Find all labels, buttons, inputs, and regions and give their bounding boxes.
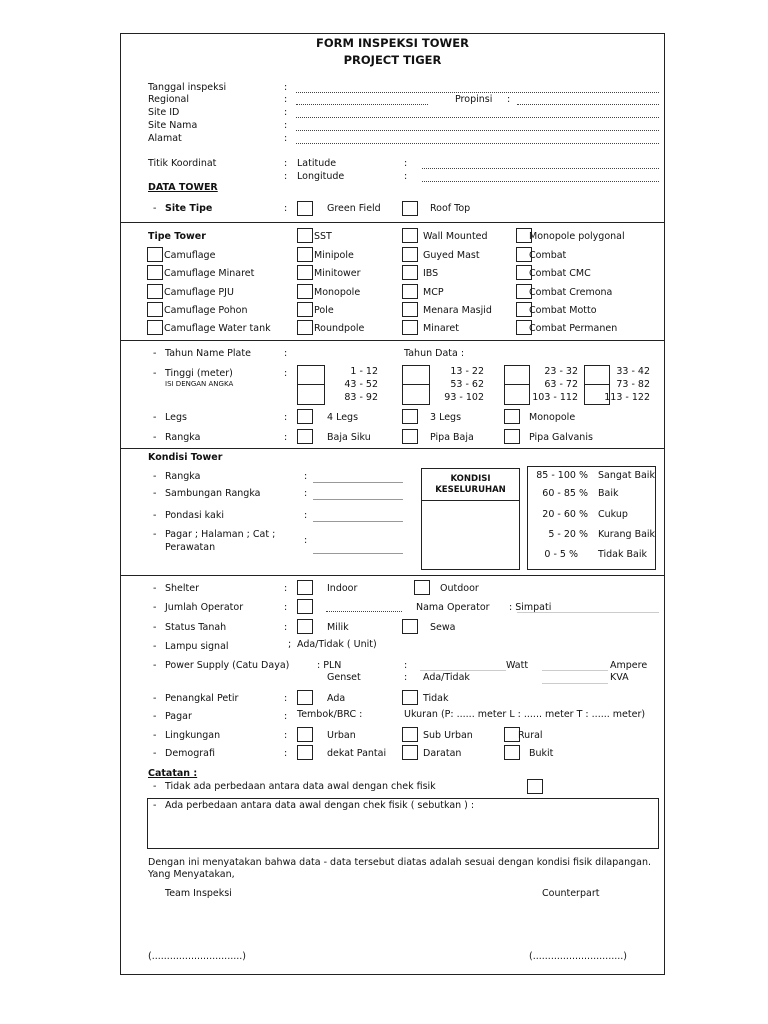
dash: -	[153, 583, 157, 594]
type-label: Guyed Mast	[423, 250, 480, 261]
site-nama-field[interactable]	[296, 130, 659, 131]
scale-range: 20 - 60 %	[542, 509, 588, 520]
daratan-label: Daratan	[423, 748, 462, 759]
longitude-label: Longitude	[297, 171, 345, 182]
jumlah-operator-field[interactable]	[326, 611, 402, 612]
colon: :	[284, 583, 288, 594]
colon: :	[284, 348, 288, 359]
divider	[120, 575, 665, 576]
type-label: IBS	[423, 268, 439, 279]
legs-4-checkbox[interactable]	[297, 409, 313, 424]
colon: :	[404, 158, 408, 169]
signature-team[interactable]: (..............................)	[148, 951, 247, 962]
colon: :	[284, 171, 288, 182]
scale-range: 5 - 20 %	[548, 529, 588, 540]
tinggi-box-2[interactable]	[402, 365, 430, 405]
catatan-heading: Catatan :	[148, 768, 198, 779]
type-label: Camuflage Pohon	[164, 305, 248, 316]
bukit-label: Bukit	[529, 748, 554, 759]
dash: -	[153, 748, 157, 759]
baja-siku-checkbox[interactable]	[297, 429, 313, 444]
colon: :	[284, 432, 288, 443]
colon: :	[507, 94, 511, 105]
urban-checkbox[interactable]	[297, 727, 313, 742]
type-label: MCP	[423, 287, 444, 298]
pln-watt-field[interactable]	[420, 670, 506, 671]
dash: -	[153, 660, 157, 671]
site-tipe-label: Site Tipe	[165, 203, 213, 214]
ampere-label: Ampere	[610, 660, 648, 671]
type-checkbox[interactable]	[297, 247, 313, 262]
scale-label: Cukup	[598, 509, 628, 520]
legs-label: Legs	[165, 412, 187, 423]
divider	[120, 222, 665, 223]
petir-tidak-checkbox[interactable]	[402, 690, 418, 705]
rangka-field[interactable]	[313, 482, 403, 483]
shelter-label: Shelter	[165, 583, 200, 594]
type-checkbox[interactable]	[147, 247, 163, 262]
dash: -	[153, 510, 157, 521]
colon: :	[284, 107, 288, 118]
type-checkbox[interactable]	[402, 284, 418, 299]
genset-value: Ada/Tidak	[423, 672, 470, 683]
range-label: 1 - 12	[350, 366, 378, 377]
status-tanah-label: Status Tanah	[165, 622, 227, 633]
type-label: Camuflage PJU	[164, 287, 234, 298]
sewa-label: Sewa	[430, 622, 456, 633]
type-label: Pole	[314, 305, 334, 316]
legs-option: 4 Legs	[327, 412, 359, 423]
tembok-label: Tembok/BRC :	[297, 709, 363, 720]
sub-urban-checkbox[interactable]	[402, 727, 418, 742]
colon: :	[284, 602, 288, 613]
colon: :	[404, 672, 408, 683]
site-id-field[interactable]	[296, 117, 659, 118]
type-checkbox[interactable]	[297, 302, 313, 317]
indoor-label: Indoor	[327, 583, 358, 594]
pantai-checkbox[interactable]	[297, 745, 313, 760]
dash: -	[153, 471, 157, 482]
range-label: 23 - 32	[544, 366, 578, 377]
lingkungan-label: Lingkungan	[165, 730, 221, 741]
range-label: 113 - 122	[604, 392, 650, 403]
colon: :	[284, 622, 288, 633]
tidak-label: Tidak	[423, 693, 449, 704]
jumlah-operator-label: Jumlah Operator	[165, 602, 244, 613]
no-difference-checkbox[interactable]	[527, 779, 543, 794]
pagar-field[interactable]	[313, 553, 403, 554]
colon: :	[284, 412, 288, 423]
jumlah-operator-box[interactable]	[297, 599, 313, 614]
colon: ;	[288, 639, 292, 650]
divider	[297, 384, 325, 385]
type-label: Combat CMC	[529, 268, 591, 279]
tipe-tower-heading: Tipe Tower	[148, 231, 206, 242]
range-label: 53 - 62	[450, 379, 484, 390]
tanggal-field[interactable]	[296, 92, 659, 93]
lampu-label: Lampu signal	[165, 641, 229, 652]
kva-label: KVA	[610, 672, 629, 683]
dash: -	[153, 432, 157, 443]
type-label: Camuflage	[164, 250, 216, 261]
propinsi-field[interactable]	[517, 104, 659, 105]
type-label: Combat	[529, 250, 567, 261]
propinsi-label: Propinsi	[455, 94, 493, 105]
milik-label: Milik	[327, 622, 349, 633]
type-label: Menara Masjid	[423, 305, 492, 316]
type-checkbox[interactable]	[147, 284, 163, 299]
green-field-checkbox[interactable]	[297, 201, 313, 216]
operator-field[interactable]	[517, 612, 659, 613]
dash: -	[153, 529, 157, 540]
type-label: Camuflage Water tank	[164, 323, 271, 334]
colon: :	[304, 488, 308, 499]
data-tower-heading: DATA TOWER	[148, 182, 218, 193]
scale-label: Sangat Baik	[598, 470, 655, 481]
range-label: 13 - 22	[450, 366, 484, 377]
alamat-label: Alamat	[148, 133, 182, 144]
petir-label: Penangkal Petir	[165, 693, 239, 704]
type-label: Combat Motto	[529, 305, 597, 316]
team-inspeksi-label: Team Inspeksi	[165, 888, 232, 899]
demografi-label: Demografi	[165, 748, 215, 759]
pln-label: : PLN	[317, 660, 342, 671]
rangka-label: Rangka	[165, 432, 201, 443]
type-label: Combat Cremona	[529, 287, 613, 298]
dash: -	[153, 693, 157, 704]
rangka-option: Pipa Baja	[430, 432, 474, 443]
ukuran-label: Ukuran (P: ...... meter L : ...... meter T : ...... meter)	[404, 709, 646, 720]
type-label: Minitower	[314, 268, 361, 279]
outdoor-label: Outdoor	[440, 583, 479, 594]
project-title: PROJECT TIGER	[343, 53, 442, 67]
pagar-label: Pagar	[165, 711, 192, 722]
colon: :	[284, 133, 288, 144]
rural-label: Rural	[518, 730, 543, 741]
colon: :	[304, 471, 308, 482]
petir-ada-checkbox[interactable]	[297, 690, 313, 705]
dash: -	[153, 368, 157, 379]
alamat-field[interactable]	[296, 143, 659, 144]
catatan-line1: Tidak ada perbedaan antara data awal dengan chek fisik	[165, 781, 436, 792]
colon: :	[304, 510, 308, 521]
dash: -	[153, 203, 157, 214]
type-checkbox[interactable]	[147, 320, 163, 335]
tinggi-box-3[interactable]	[504, 365, 530, 405]
legs-option: 3 Legs	[430, 412, 462, 423]
catatan-line2: Ada perbedaan antara data awal dengan chek fisik ( sebutkan ) :	[165, 800, 475, 811]
milik-checkbox[interactable]	[297, 619, 313, 634]
kondisi-heading: Kondisi Tower	[148, 452, 223, 463]
statement-text: Dengan ini menyatakan bahwa data - data tersebut diatas adalah sesuai dengan kondisi fisik dilapangan.	[148, 857, 652, 868]
sub-urban-label: Sub Urban	[423, 730, 473, 741]
pondasi-field[interactable]	[313, 521, 403, 522]
urban-label: Urban	[327, 730, 356, 741]
type-label: Wall Mounted	[423, 231, 488, 242]
colon: :	[404, 171, 408, 182]
latitude-field[interactable]	[422, 168, 659, 169]
divider	[120, 340, 665, 341]
tahun-name-plate-label: Tahun Name Plate	[165, 348, 251, 359]
yang-menyatakan: Yang Menyatakan,	[148, 869, 235, 880]
indoor-checkbox[interactable]	[297, 580, 313, 595]
dash: -	[153, 641, 157, 652]
kondisi-item: Pagar ; Halaman ; Cat ;	[165, 529, 276, 540]
type-label: Minipole	[314, 250, 354, 261]
lampu-value: Ada/Tidak ( Unit)	[297, 639, 377, 650]
colon: :	[284, 693, 288, 704]
dash: -	[153, 730, 157, 741]
daratan-checkbox[interactable]	[402, 745, 418, 760]
colon: :	[404, 660, 408, 671]
pipa-galvanis-checkbox[interactable]	[504, 429, 520, 444]
ampere-field[interactable]	[542, 670, 608, 671]
outdoor-checkbox[interactable]	[414, 580, 430, 595]
divider	[120, 448, 665, 449]
type-checkbox[interactable]	[297, 284, 313, 299]
titik-label: Titik Koordinat	[148, 158, 217, 169]
dash: -	[153, 602, 157, 613]
kondisi-item: Rangka	[165, 471, 201, 482]
tinggi-label: Tinggi (meter)	[165, 368, 233, 379]
type-checkbox[interactable]	[297, 265, 313, 280]
type-label: Camuflage Minaret	[164, 268, 255, 279]
dash: -	[153, 781, 157, 792]
roof-top-checkbox[interactable]	[402, 201, 418, 216]
counterpart-label: Counterpart	[542, 888, 600, 899]
operator-value: : Simpati	[509, 602, 552, 613]
site-id-label: Site ID	[148, 107, 180, 118]
range-label: 73 - 82	[616, 379, 650, 390]
divider	[504, 384, 530, 385]
type-checkbox[interactable]	[402, 247, 418, 262]
kondisi-box-title: KESELURUHAN	[435, 485, 506, 495]
scale-range: 0 - 5 %	[544, 549, 578, 560]
legs-3-checkbox[interactable]	[402, 409, 418, 424]
colon: :	[284, 120, 288, 131]
isi-note: ISI DENGAN ANGKA	[165, 380, 234, 388]
dash: -	[153, 800, 157, 811]
signature-counterpart[interactable]: (..............................)	[529, 951, 628, 962]
type-label: Monopole	[314, 287, 361, 298]
kondisi-item: Pondasi kaki	[165, 510, 224, 521]
colon: :	[284, 748, 288, 759]
colon: :	[284, 82, 288, 93]
range-label: 103 - 112	[532, 392, 578, 403]
legs-option: Monopole	[529, 412, 576, 423]
dash: -	[153, 488, 157, 499]
type-checkbox[interactable]	[147, 302, 163, 317]
form-title: FORM INSPEKSI TOWER	[316, 36, 469, 50]
type-checkbox[interactable]	[147, 265, 163, 280]
latitude-label: Latitude	[297, 158, 337, 169]
nama-operator-label: Nama Operator	[416, 602, 490, 613]
scale-label: Baik	[598, 488, 619, 499]
colon: :	[284, 203, 288, 214]
colon: :	[284, 368, 288, 379]
type-checkbox[interactable]	[297, 228, 313, 243]
kondisi-box-title: KONDISI	[450, 474, 491, 484]
range-label: 93 - 102	[444, 392, 484, 403]
bukit-checkbox[interactable]	[504, 745, 520, 760]
rangka-option: Pipa Galvanis	[529, 432, 593, 443]
green-field-label: Green Field	[327, 203, 381, 214]
scale-label: Tidak Baik	[598, 549, 648, 560]
tanggal-label: Tanggal inspeksi	[148, 82, 227, 93]
type-label: Roundpole	[314, 323, 365, 334]
sambungan-field[interactable]	[313, 499, 403, 500]
site-nama-label: Site Nama	[148, 120, 198, 131]
range-label: 33 - 42	[616, 366, 650, 377]
kondisi-item: Sambungan Rangka	[165, 488, 261, 499]
legs-monopole-checkbox[interactable]	[504, 409, 520, 424]
dash: -	[153, 711, 157, 722]
longitude-field[interactable]	[422, 181, 659, 182]
colon: :	[284, 711, 288, 722]
type-label: Combat Permanen	[529, 323, 618, 334]
watt-label: Watt	[506, 660, 529, 671]
power-label: Power Supply (Catu Daya)	[165, 660, 290, 671]
colon: :	[284, 730, 288, 741]
regional-label: Regional	[148, 94, 189, 105]
divider	[402, 384, 430, 385]
ada-label: Ada	[327, 693, 346, 704]
type-checkbox[interactable]	[297, 320, 313, 335]
pipa-baja-checkbox[interactable]	[402, 429, 418, 444]
type-checkbox[interactable]	[402, 228, 418, 243]
dash: -	[153, 412, 157, 423]
range-label: 83 - 92	[344, 392, 378, 403]
pantai-label: dekat Pantai	[327, 748, 387, 759]
tahun-data-label: Tahun Data :	[404, 348, 465, 359]
range-label: 43 - 52	[344, 379, 378, 390]
colon: :	[304, 535, 308, 546]
regional-field[interactable]	[296, 104, 428, 105]
scale-label: Kurang Baik	[598, 529, 656, 540]
colon: :	[284, 158, 288, 169]
range-label: 63 - 72	[544, 379, 578, 390]
type-checkbox[interactable]	[402, 302, 418, 317]
type-checkbox[interactable]	[402, 320, 418, 335]
type-checkbox[interactable]	[402, 265, 418, 280]
colon: :	[284, 94, 288, 105]
roof-top-label: Roof Top	[430, 203, 471, 214]
kondisi-item: Perawatan	[165, 542, 216, 553]
genset-label: Genset	[327, 672, 361, 683]
sewa-checkbox[interactable]	[402, 619, 418, 634]
type-label: Monopole polygonal	[529, 231, 625, 242]
scale-range: 85 - 100 %	[536, 470, 588, 481]
rangka-option: Baja Siku	[327, 432, 371, 443]
dash: -	[153, 348, 157, 359]
scale-range: 60 - 85 %	[542, 488, 588, 499]
dash: -	[153, 622, 157, 633]
tinggi-box-1[interactable]	[297, 365, 325, 405]
type-label: Minaret	[423, 323, 459, 334]
kva-field[interactable]	[542, 683, 608, 684]
type-label: SST	[314, 231, 332, 242]
